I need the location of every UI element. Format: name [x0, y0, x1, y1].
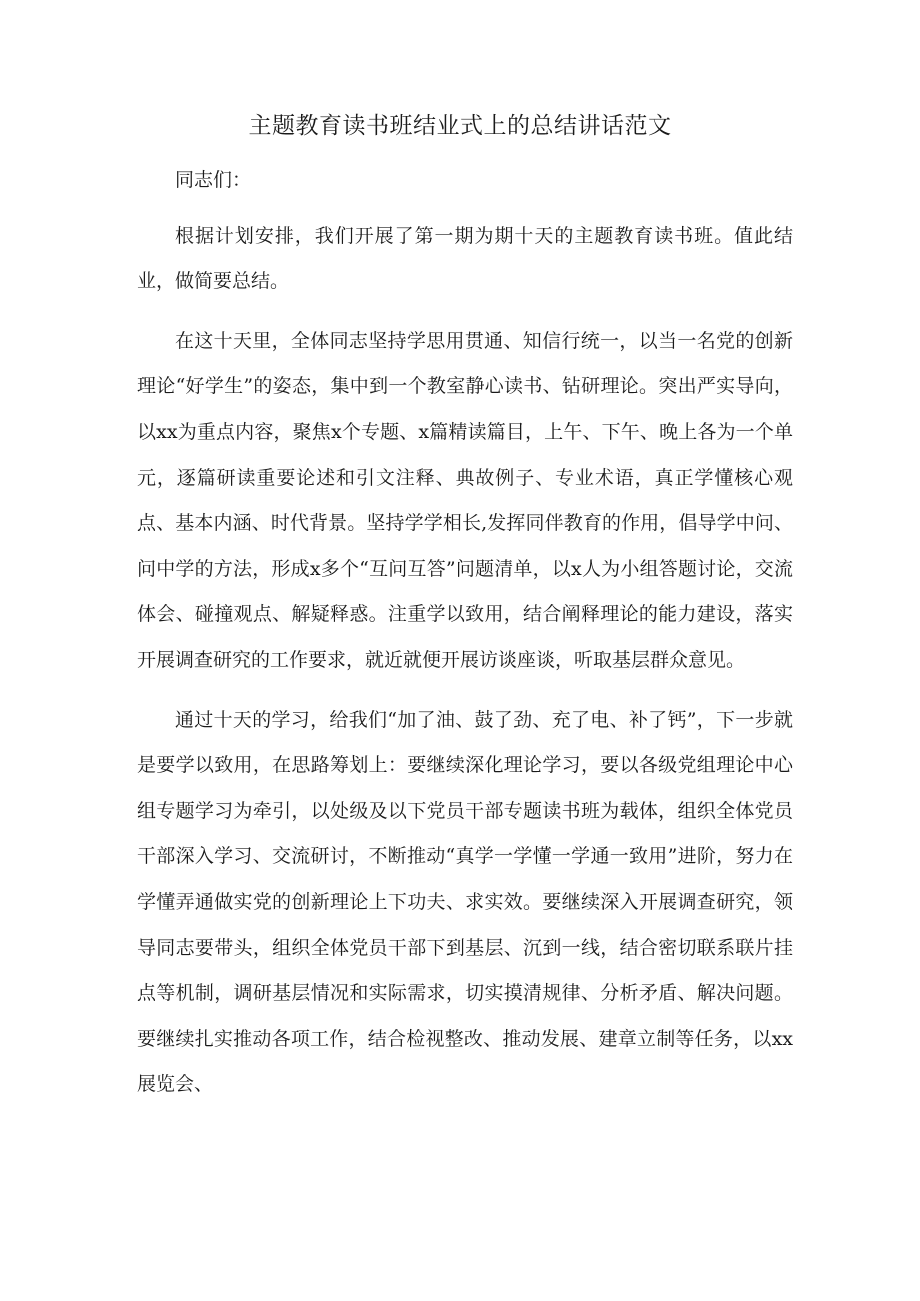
paragraph-study-summary: 在这十天里，全体同志坚持学思用贯通、知信行统一，以当一名党的创新理论“好学生”的姿态，集中到一个教室静心读书、钻研理论。突出严实导向，以xx为重点内容，聚焦x个专题、x篇精读篇目，上午、下午、晚上各为一个单元，逐篇研读重要论述和引文注释、典故例子、专业术语，真正学懂核心观点、基本内涵、时代背景。坚持学学相长,发挥同伴教育的作用，倡导学中问、问中学的方法，形成x多个“互问互答”问题清单，以x人为小组答题讨论，交流体会、碰撞观点、解疑释惑。注重学以致用，结合阐释理论的能力建设，落实开展调查研究的工作要求，就近就便开展访谈座谈，听取基层群众意见。	[137, 329, 793, 671]
document-body	[137, 158, 793, 1108]
paragraph-intro: 根据计划安排，我们开展了第一期为期十天的主题教育读书班。值此结业，做简要总结。	[137, 224, 793, 293]
greeting: 同志们：	[175, 169, 252, 191]
paragraph-next-steps: 通过十天的学习，给我们“加了油、鼓了劲、充了电、补了钙”，下一步就是要学以致用，在思路筹划上：要继续深化理论学习，要以各级党组理论中心组专题学习为牵引，以处级及以下党员干部专题读书班为载体，组织全体党员干部深入学习、交流研讨，不断推动“真学一学懂一学通一致用”进阶，努力在学懂弄通做实党的创新理论上下功夫、求实效。要继续深入开展调查研究，领导同志要带头，组织全体党员干部下到基层、沉到一线，结合密切联系联片挂点等机制，调研基层情况和实际需求，切实摸清规律、分析矛盾、解决问题。要继续扎实推动各项工作，结合检视整改、推动发展、建章立制等任务，以xx展览会、	[137, 708, 793, 1096]
document-title: 主题教育读书班结业式上的总结讲话范文	[248, 113, 672, 139]
